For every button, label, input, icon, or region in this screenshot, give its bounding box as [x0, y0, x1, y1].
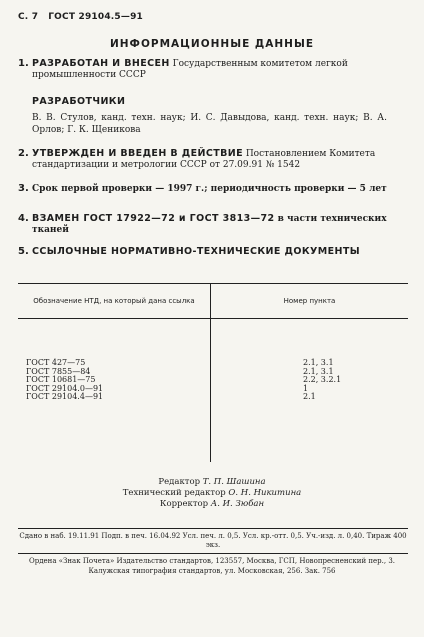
- section-text: Постановлением Комитета стандартизации и метрологии СССР от 27.09.91 № 1542: [32, 149, 376, 170]
- section-caps: ССЫЛОЧНЫЕ НОРМАТИВНО-ТЕХНИЧЕСКИЕ ДОКУМЕНТЫ: [32, 246, 360, 257]
- section-caps: РАЗРАБОТАН И ВНЕСЕН: [32, 58, 170, 69]
- credits: [0, 477, 424, 510]
- publisher-info: Ордена «Знак Почета» Издательство стандартов, 123557, Москва, ГСП, Новопресненский пер., 3. Калужская типография стандартов, ул. Московская, 256. Зак. 756: [29, 557, 395, 575]
- section-text: в части технических тканей: [32, 214, 387, 235]
- section-5: [18, 246, 408, 258]
- section-4: [18, 213, 408, 236]
- developers-text: В. В. Стулов, канд. техн. наук; И. С. Давыдова, канд. техн. наук; В. А. Орлов; Г. К. Щеникова: [32, 113, 387, 135]
- section-number: 5.: [18, 246, 29, 257]
- section-number: 2.: [18, 148, 29, 159]
- point-list: 2.1, 3.1 2.1, 3.1 2.2, 3.2.1 1 2.1: [303, 358, 342, 401]
- section-3: [18, 183, 408, 195]
- doc-list: ГОСТ 427—75 ГОСТ 7855—84 ГОСТ 10681—75 ГОСТ 29104.0—91 ГОСТ 29104.4—91: [18, 319, 211, 462]
- divider: [18, 528, 408, 529]
- section-text: Государственным комитетом легкой промышленности СССР: [32, 59, 348, 80]
- section-1: [18, 58, 408, 81]
- divider: [18, 553, 408, 554]
- section-text: Срок первой проверки — 1997 г.; периодичность проверки — 5 лет: [32, 184, 387, 194]
- section-2: [18, 148, 408, 171]
- table-header-row: [18, 284, 408, 319]
- page-header: [18, 12, 143, 22]
- section-number: 3.: [18, 183, 29, 194]
- standard-code: ГОСТ 29104.5—91: [48, 12, 144, 22]
- credit-tech-editor: Технический редактор О. Н. Никитина: [122, 488, 302, 498]
- section-number: 4.: [18, 213, 29, 224]
- section-number: 1.: [18, 58, 29, 69]
- developers-heading: РАЗРАБОТЧИКИ: [32, 96, 126, 107]
- credit-editor: Редактор Т. П. Шашина: [158, 477, 266, 487]
- print-info: Сдано в наб. 19.11.91 Подп. в печ. 16.04.92 Усл. печ. л. 0,5. Усл. кр.-отт. 0,5. Уч.-изд. л. 0,40. Тираж 400 экз.: [19, 532, 407, 549]
- column-header-doc: Обозначение НТД, на который дана ссылка: [18, 284, 211, 319]
- section-caps: ВЗАМЕН ГОСТ 17922—72 и ГОСТ 3813—72: [32, 213, 275, 224]
- table-row: [18, 319, 408, 462]
- credit-corrector: Корректор А. И. Зюбан: [159, 499, 265, 509]
- page-title: ИНФОРМАЦИОННЫЕ ДАННЫЕ: [109, 38, 315, 50]
- section-caps: УТВЕРЖДЕН И ВВЕДЕН В ДЕЙСТВИЕ: [32, 148, 243, 159]
- column-header-point: Номер пункта: [211, 284, 409, 319]
- references-table: [18, 283, 408, 462]
- page-number: С. 7: [18, 12, 39, 22]
